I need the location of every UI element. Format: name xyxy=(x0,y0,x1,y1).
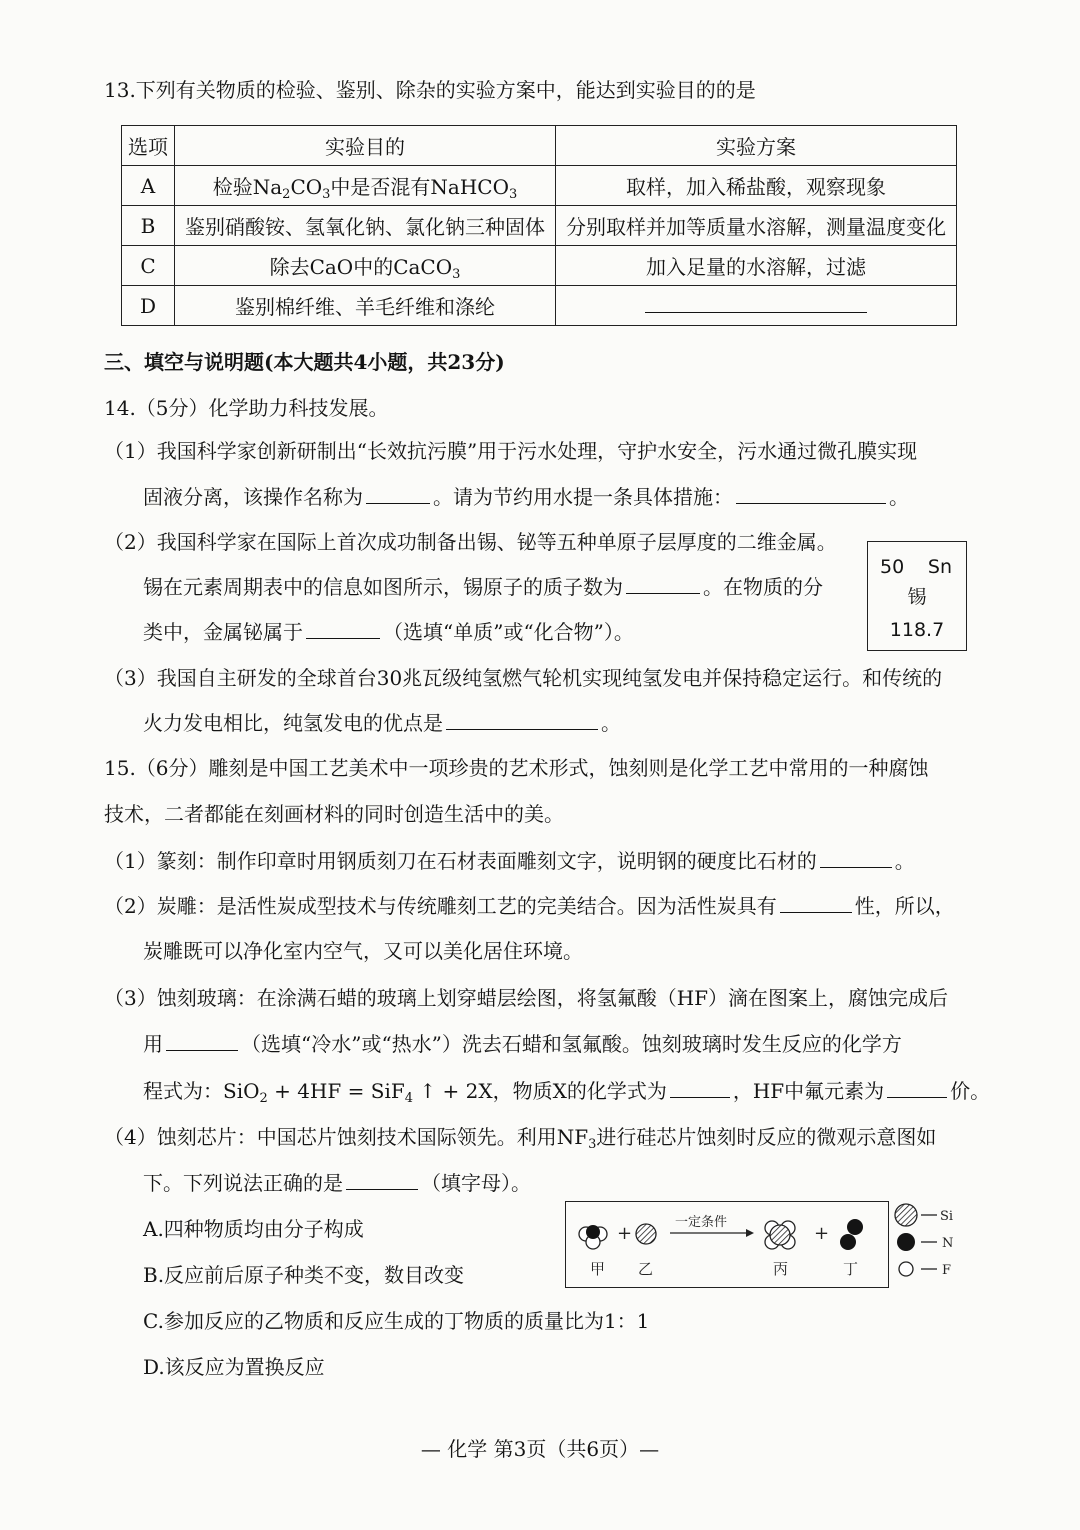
row-purpose: 鉴别棉纤维、羊毛纤维和涤纶 xyxy=(175,286,556,326)
element-card xyxy=(867,541,967,651)
answer-blank[interactable] xyxy=(446,711,598,730)
section-title: 三、填空与说明题(本大题共4小题，共23分) xyxy=(104,350,505,374)
label-bing: 丙 xyxy=(773,1260,789,1278)
plus-sign: + xyxy=(814,1223,830,1244)
element-name: 锡 xyxy=(907,586,927,608)
header-option: 选项 xyxy=(122,126,175,166)
q15-p4-line1: （4）蚀刻芯片：中国芯片蚀刻技术国际领先。利用$NF_3$进行硅芯片蚀刻时反应的微观示意图如 xyxy=(104,1125,937,1152)
q15-p2-line1: （2）炭雕：是活性炭成型技术与传统雕刻工艺的完美结合。因为活性炭具有 性，所以， xyxy=(104,894,955,918)
label-ding: 丁 xyxy=(843,1260,859,1278)
molecule-yi xyxy=(636,1224,656,1244)
table-row xyxy=(122,206,957,246)
row-plan: 加入足量的水溶解，过滤 xyxy=(556,246,957,286)
row-option: D xyxy=(122,286,175,326)
option-c: C.参加反应的乙物质和反应生成的丁物质的质量比为1：1 xyxy=(143,1309,650,1333)
legend-f: F xyxy=(942,1263,952,1278)
row-plan: 取样，加入稀盐酸，观察现象 xyxy=(556,166,957,206)
si-atom-icon xyxy=(895,1204,917,1226)
element-symbol: Sn xyxy=(927,556,952,578)
answer-blank[interactable] xyxy=(670,1079,730,1098)
label-jia: 甲 xyxy=(590,1260,606,1278)
arrow-head xyxy=(746,1229,754,1237)
q13-stem: 13.下列有关物质的检验、鉴别、除杂的实验方案中，能达到实验目的的是 xyxy=(104,78,756,102)
legend-svg xyxy=(890,1201,970,1291)
q13-table xyxy=(121,125,957,326)
plus-sign: + xyxy=(617,1223,633,1244)
row-option: B xyxy=(122,206,175,246)
q15-p2-line2: 炭雕既可以净化室内空气，又可以美化居住环境。 xyxy=(143,939,583,963)
q15-stem-line1: 15.（6分）雕刻是中国工艺美术中一项珍贵的艺术形式，蚀刻则是化学工艺中常用的一种腐蚀 xyxy=(104,756,929,780)
molecule-ding xyxy=(840,1219,863,1250)
reaction-diagram xyxy=(565,1201,889,1288)
answer-blank[interactable] xyxy=(166,1032,238,1051)
q14-p3-line2: 火力发电相比，纯氢发电的优点是 。 xyxy=(143,711,621,735)
q14-p3-line1: （3）我国自主研发的全球首台30兆瓦级纯氢燃气轮机实现纯氢发电并保持稳定运行。和传统的 xyxy=(104,666,943,690)
f-atom-icon xyxy=(899,1262,913,1276)
molecule-jia xyxy=(579,1225,607,1249)
q15-p4-line2: 下。下列说法正确的是 （填字母）。 xyxy=(143,1171,531,1195)
n-atom-icon xyxy=(897,1233,915,1251)
option-b: B.反应前后原子种类不变，数目改变 xyxy=(143,1263,465,1287)
row-purpose: 检验$Na_2CO_3$中是否混有NaHCO$_3$ xyxy=(175,166,556,206)
answer-blank[interactable] xyxy=(887,1079,947,1098)
table-row xyxy=(122,246,957,286)
answer-blank[interactable] xyxy=(556,286,957,326)
q15-p3-line1: （3）蚀刻玻璃：在涂满石蜡的玻璃上划穿蜡层绘图，将氢氟酸（HF）滴在图案上，腐蚀完成后 xyxy=(104,986,949,1010)
option-d: D.该反应为置换反应 xyxy=(143,1355,325,1379)
answer-blank[interactable] xyxy=(736,485,886,504)
option-a: A.四种物质均由分子构成 xyxy=(143,1217,364,1241)
q14-p1-line2: 固液分离，该操作名称为 。请为节约用水提一条具体措施： 。 xyxy=(143,485,909,509)
q14-p2-line3: 类中，金属铋属于 （选填“单质”或“化合物”）。 xyxy=(143,620,634,644)
header-plan: 实验方案 xyxy=(556,126,957,166)
atom-legend xyxy=(890,1201,970,1291)
row-option: C xyxy=(122,246,175,286)
q15-p3-line3: 程式为：SiO$_2$ + 4HF = SiF$_4$ ↑ + 2X，物质X的化学式为 ，HF中氟元素为 价。 xyxy=(143,1079,991,1106)
table-row xyxy=(122,286,957,326)
molecule-bing xyxy=(765,1221,795,1249)
reaction-condition: 一定条件 xyxy=(675,1215,728,1230)
page-footer: — 化学 第3页（共6页）— xyxy=(420,1437,660,1461)
answer-blank[interactable] xyxy=(626,575,700,594)
table-row xyxy=(122,166,957,206)
legend-n: N xyxy=(942,1236,954,1251)
row-purpose: 鉴别硝酸铵、氢氧化钠、氯化钠三种固体 xyxy=(175,206,556,246)
q15-stem-line2: 技术，二者都能在刻画材料的同时创造生活中的美。 xyxy=(104,802,564,826)
q14-p2-line2: 锡在元素周期表中的信息如图所示，锡原子的质子数为 。在物质的分 xyxy=(143,575,823,599)
answer-blank[interactable] xyxy=(780,894,852,913)
atomic-mass: 118.7 xyxy=(889,619,945,641)
q15-p1: （1）篆刻：制作印章时用钢质刻刀在石材表面雕刻文字，说明钢的硬度比石材的 。 xyxy=(104,849,915,873)
q15-p3-line2: 用 （选填“冷水”或“热水”）洗去石蜡和氢氟酸。蚀刻玻璃时发生反应的化学方 xyxy=(143,1032,902,1056)
reaction-svg xyxy=(566,1202,888,1287)
row-purpose: 除去CaO中的CaCO$_3$ xyxy=(175,246,556,286)
q14-p1-line1: （1）我国科学家创新研制出“长效抗污膜”用于污水处理，守护水安全，污水通过微孔膜实现 xyxy=(104,439,918,463)
answer-blank[interactable] xyxy=(820,849,892,868)
q14-p2-line1: （2）我国科学家在国际上首次成功制备出锡、铋等五种单原子层厚度的二维金属。 xyxy=(104,530,837,554)
answer-blank[interactable] xyxy=(366,485,430,504)
row-option: A xyxy=(122,166,175,206)
legend-si: Si xyxy=(940,1209,954,1224)
table-header-row xyxy=(122,126,957,166)
answer-blank[interactable] xyxy=(306,620,380,639)
label-yi: 乙 xyxy=(638,1260,654,1278)
atomic-number: 50 xyxy=(880,556,905,578)
q14-stem: 14.（5分）化学助力科技发展。 xyxy=(104,396,389,420)
header-purpose: 实验目的 xyxy=(175,126,556,166)
answer-blank[interactable] xyxy=(346,1171,418,1190)
row-plan: 分别取样并加等质量水溶解，测量温度变化 xyxy=(556,206,957,246)
